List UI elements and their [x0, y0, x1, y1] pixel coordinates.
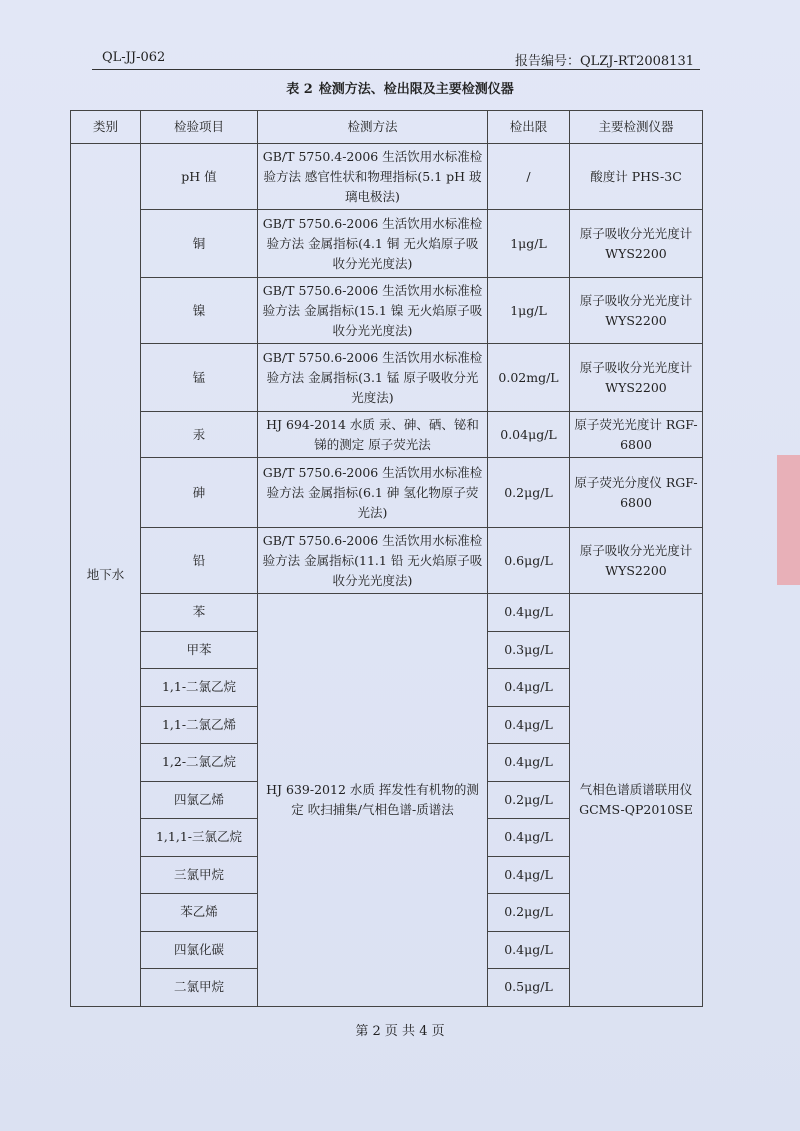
item-cell: 铜: [141, 210, 258, 278]
method-cell: GB/T 5750.6-2006 生活饮用水标准检验方法 金属指标(3.1 锰 原子吸收分光光度法): [258, 344, 488, 412]
header-category: 类别: [71, 111, 141, 144]
table-row: [71, 278, 703, 344]
table-number: 表 2: [286, 82, 313, 97]
item-cell: 1,2-二氯乙烷: [141, 744, 258, 782]
methods-table: [70, 110, 703, 1007]
instrument-cell: 原子荧光光度计 RGF-6800: [570, 412, 703, 458]
item-cell: 镍: [141, 278, 258, 344]
item-cell: 铅: [141, 528, 258, 594]
instrument-cell: 酸度计 PHS-3C: [570, 144, 703, 210]
item-cell: 1,1-二氯乙烯: [141, 706, 258, 744]
limit-cell: 1μg/L: [488, 278, 570, 344]
item-cell: 甲苯: [141, 631, 258, 669]
limit-cell: 0.4μg/L: [488, 594, 570, 632]
instrument-cell: 原子吸收分光光度计 WYS2200: [570, 210, 703, 278]
page-number: 第 2 页 共 4 页: [355, 1024, 445, 1039]
limit-cell: 0.02mg/L: [488, 344, 570, 412]
method-cell: GB/T 5750.6-2006 生活饮用水标准检验方法 金属指标(11.1 铅 无火焰原子吸收分光光度法): [258, 528, 488, 594]
limit-cell: 0.2μg/L: [488, 894, 570, 932]
limit-cell: /: [488, 144, 570, 210]
header-rule: [92, 69, 700, 70]
limit-cell: 0.4μg/L: [488, 706, 570, 744]
header-instrument: 主要检测仪器: [570, 111, 703, 144]
method-cell: GB/T 5750.6-2006 生活饮用水标准检验方法 金属指标(6.1 砷 氢化物原子荧光法): [258, 458, 488, 528]
instrument-cell: 原子荧光分度仪 RGF-6800: [570, 458, 703, 528]
limit-cell: 1μg/L: [488, 210, 570, 278]
voc-instrument-cell: 气相色谱质谱联用仪 GCMS-QP2010SE: [570, 594, 703, 1007]
header-item: 检验项目: [141, 111, 258, 144]
limit-cell: 0.4μg/L: [488, 669, 570, 707]
header-method: 检测方法: [258, 111, 488, 144]
item-cell: 四氯化碳: [141, 931, 258, 969]
limit-cell: 0.6μg/L: [488, 528, 570, 594]
method-cell: GB/T 5750.6-2006 生活饮用水标准检验方法 金属指标(4.1 铜 无火焰原子吸收分光光度法): [258, 210, 488, 278]
table-header-row: [71, 111, 703, 144]
table-row: [71, 458, 703, 528]
instrument-cell: 原子吸收分光光度计 WYS2200: [570, 278, 703, 344]
item-cell: 二氯甲烷: [141, 969, 258, 1007]
limit-cell: 0.4μg/L: [488, 819, 570, 857]
limit-cell: 0.4μg/L: [488, 744, 570, 782]
item-cell: 苯: [141, 594, 258, 632]
limit-cell: 0.3μg/L: [488, 631, 570, 669]
category-cell: 地下水: [71, 144, 141, 1007]
limit-cell: 0.5μg/L: [488, 969, 570, 1007]
table-row: [71, 412, 703, 458]
item-cell: 四氯乙烯: [141, 781, 258, 819]
instrument-cell: 原子吸收分光光度计 WYS2200: [570, 528, 703, 594]
method-cell: GB/T 5750.4-2006 生活饮用水标准检验方法 感官性状和物理指标(5.1 pH 玻璃电极法): [258, 144, 488, 210]
item-cell: 1,1,1-三氯乙烷: [141, 819, 258, 857]
table-title: 检测方法、检出限及主要检测仪器: [318, 82, 514, 97]
doc-code: QL-JJ-062: [102, 50, 166, 65]
header-limit: 检出限: [488, 111, 570, 144]
table-caption: [0, 78, 800, 97]
item-cell: 汞: [141, 412, 258, 458]
limit-cell: 0.4μg/L: [488, 856, 570, 894]
limit-cell: 0.04μg/L: [488, 412, 570, 458]
method-cell: GB/T 5750.6-2006 生活饮用水标准检验方法 金属指标(15.1 镍 无火焰原子吸收分光光度法): [258, 278, 488, 344]
item-cell: 1,1-二氯乙烷: [141, 669, 258, 707]
report-number: 报告编号：QLZJ-RT2008131: [514, 54, 694, 69]
item-cell: pH 值: [141, 144, 258, 210]
method-cell: HJ 694-2014 水质 汞、砷、硒、铋和锑的测定 原子荧光法: [258, 412, 488, 458]
seal-stamp-edge: [777, 455, 800, 585]
limit-cell: 0.2μg/L: [488, 458, 570, 528]
limit-cell: 0.2μg/L: [488, 781, 570, 819]
item-cell: 锰: [141, 344, 258, 412]
table-row: [71, 594, 703, 632]
table-row: [71, 210, 703, 278]
table-row: [71, 344, 703, 412]
table-body: [71, 144, 703, 1007]
item-cell: 砷: [141, 458, 258, 528]
voc-method-cell: HJ 639-2012 水质 挥发性有机物的测定 吹扫捕集/气相色谱-质谱法: [258, 594, 488, 1007]
table-row: [71, 528, 703, 594]
item-cell: 三氯甲烷: [141, 856, 258, 894]
limit-cell: 0.4μg/L: [488, 931, 570, 969]
table-row: [71, 144, 703, 210]
item-cell: 苯乙烯: [141, 894, 258, 932]
instrument-cell: 原子吸收分光光度计 WYS2200: [570, 344, 703, 412]
